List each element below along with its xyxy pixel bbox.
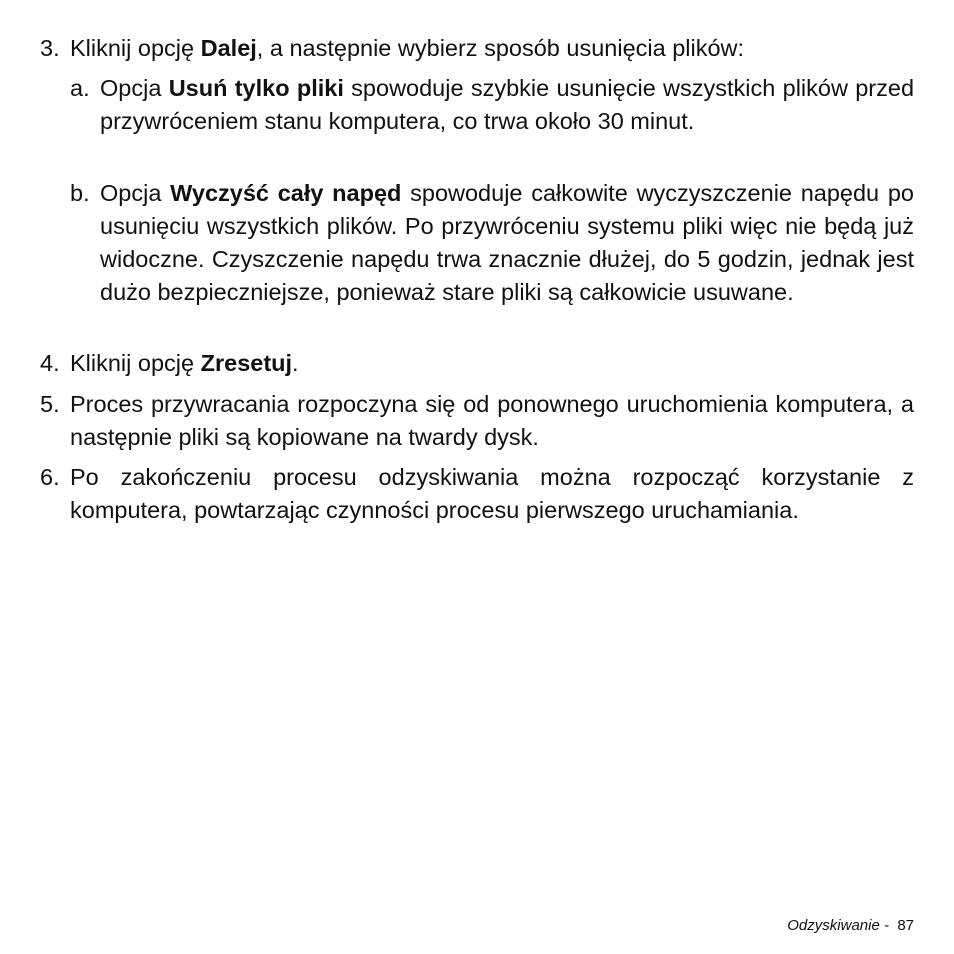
- option-name: Usuń tylko pliki: [168, 75, 344, 101]
- list-letter: b.: [70, 180, 90, 206]
- list-number: 6.: [40, 464, 60, 490]
- list-item-text: Proces przywracania rozpoczyna się od ponownego uruchomienia komputera, a następnie pliki są kopiowane na twardy dysk.: [70, 391, 914, 450]
- list-item-step-6: [40, 461, 914, 527]
- list-number: 4.: [40, 350, 60, 376]
- list-number: 3.: [40, 35, 60, 61]
- option-name: Dalej: [200, 35, 257, 61]
- sub-list-item-a: [70, 72, 914, 138]
- list-item-text: Opcja Wyczyść cały napęd spowoduje całkowite wyczyszczenie napędu po usunięciu wszystkich plików. Po przywróceniu systemu pliki więc nie będą już widoczne. Czyszczenie napędu trwa znacznie dłużej, do 5 godzin, jednak jest dużo bezpieczniejsze, ponieważ stare pliki są całkowicie usuwane.: [100, 180, 914, 305]
- option-name: Wyczyść cały napęd: [170, 180, 402, 206]
- option-name: Zresetuj: [200, 350, 293, 376]
- page-number: 87: [897, 917, 914, 934]
- list-letter: a.: [70, 75, 90, 101]
- page-footer: [787, 917, 914, 934]
- list-number: 5.: [40, 391, 60, 417]
- list-item-text: Opcja Usuń tylko pliki spowoduje szybkie usunięcie wszystkich plików przed przywróceniem stanu komputera, co trwa około 30 minut.: [100, 75, 915, 134]
- footer-section-title: Odzyskiwanie -: [787, 917, 889, 934]
- sub-list-item-b: [70, 177, 914, 309]
- list-item-text: Po zakończeniu procesu odzyskiwania można rozpocząć korzystanie z komputera, powtarzając czynności procesu pierwszego uruchamiania.: [70, 464, 914, 523]
- list-item-step-5: [40, 388, 914, 454]
- list-item-text: Kliknij opcję Dalej, a następnie wybierz sposób usunięcia plików:: [70, 35, 745, 61]
- list-item-step-3: [40, 32, 914, 65]
- list-item-step-4: [40, 347, 914, 380]
- list-item-text: Kliknij opcję Zresetuj.: [70, 350, 299, 376]
